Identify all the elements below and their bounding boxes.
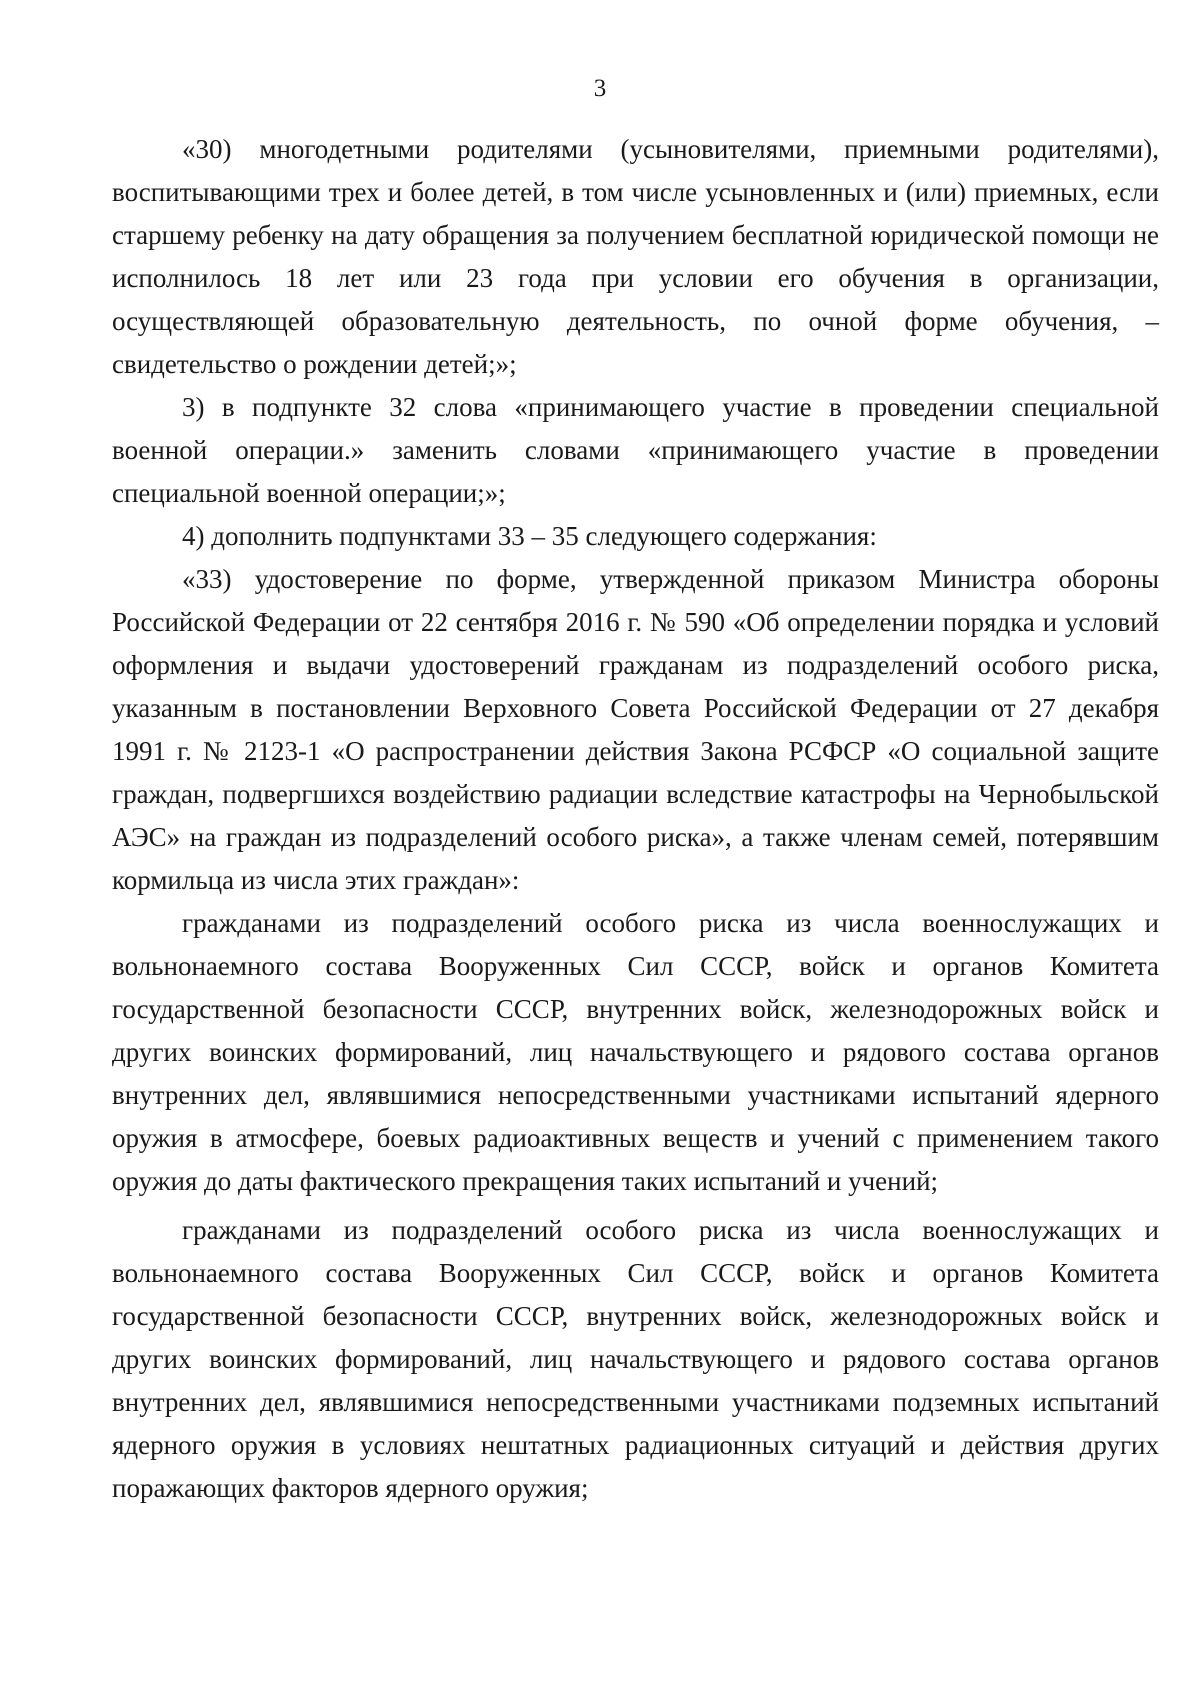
paragraph-subpoint-4: 4) дополнить подпунктами 33 – 35 следующего содержания:: [182, 521, 877, 551]
page-number: 3: [593, 75, 607, 102]
document-body: [112, 128, 1159, 1510]
paragraph-subpoint-3: 3) в подпункте 32 слова «принимающего участие в проведении специальной военной операции.» заменить словами «принимающего участие в проведении специальной военной операции;»;: [112, 392, 1159, 508]
paragraph-category-atmospheric-tests: гражданами из подразделений особого риска из числа военнослужащих и вольнонаемного состава Вооруженных Сил СССР, войск и органов Комитета государственной безопасности СССР, внутренних войск, железнодорожных войск и других воинских формирований, лиц начальствующего и рядового состава органов внутренних дел, являвшимися непосредственными участниками испытаний ядерного оружия в атмосфере, боевых радиоактивных веществ и учений с применением такого оружия до даты фактического прекращения таких испытаний и учений;: [112, 908, 1159, 1196]
paragraph-item-33: «33) удостоверение по форме, утвержденной приказом Министра обороны Российской Федерации от 22 сентября 2016 г. № 590 «Об определении порядка и условий оформления и выдачи удостоверений гражданам из подразделений особого риска, указанным в постановлении Верховного Совета Российской Федерации от 27 декабря 1991 г. № 2123-1 «О распространении действия Закона РСФСР «О социальной защите граждан, подвергшихся воздействию радиации вследствие катастрофы на Чернобыльской АЭС» на граждан из подразделений особого риска», а также членам семей, потерявшим кормильца из числа этих граждан»:: [112, 564, 1159, 895]
paragraph-item-30: «30) многодетными родителями (усыновителями, приемными родителями), воспитывающими трех и более детей, в том числе усыновленных и (или) приемных, если старшему ребенку на дату обращения за получением бесплатной юридической помощи не исполнилось 18 лет или 23 года при условии его обучения в организации, осуществляющей образовательную деятельность, по очной форме обучения, – свидетельство о рождении детей;»;: [112, 134, 1159, 379]
paragraph-category-underground-tests: гражданами из подразделений особого риска из числа военнослужащих и вольнонаемного состава Вооруженных Сил СССР, войск и органов Комитета государственной безопасности СССР, внутренних войск, железнодорожных войск и других воинских формирований, лиц начальствующего и рядового состава органов внутренних дел, являвшимися непосредственными участниками подземных испытаний ядерного оружия в условиях нештатных радиационных ситуаций и действия других поражающих факторов ядерного оружия;: [112, 1215, 1159, 1503]
